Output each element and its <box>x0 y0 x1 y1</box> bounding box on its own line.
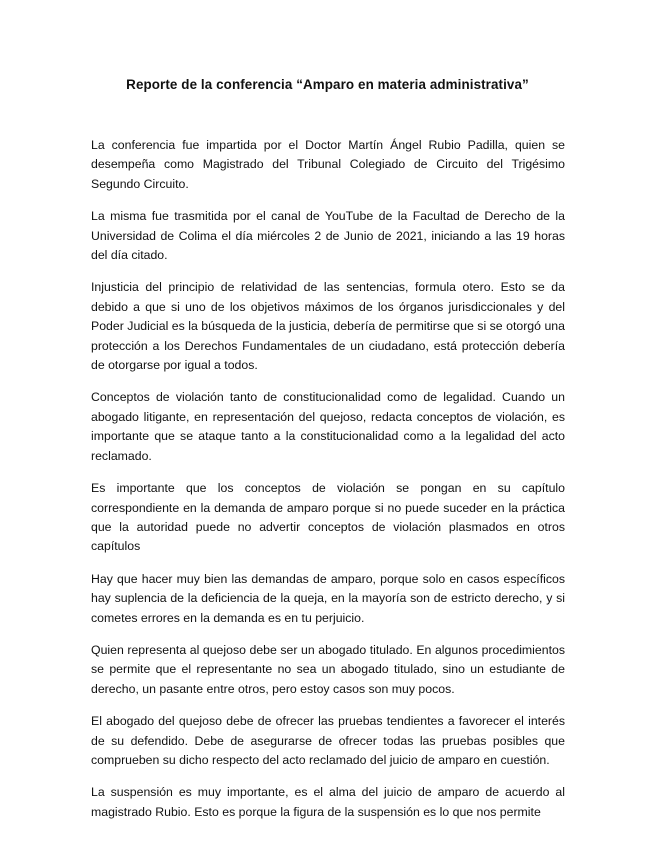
paragraph-evidence: El abogado del quejoso debe de ofrecer las pruebas tendientes a favorecer el interés de su defendido. Debe de asegurarse de ofrecer todas las pruebas posibles que comprueben su dicho respecto del acto reclamado del juicio de amparo en cuestión. <box>91 714 565 767</box>
paragraph-complaint-deficiency: Hay que hacer muy bien las demandas de amparo, porque solo en casos específicos hay suplencia de la deficiencia de la queja, en la mayoría son de estricto derecho, y si cometes errores en la demanda es en tu perjuicio. <box>91 571 565 625</box>
paragraph-broadcast: La misma fue trasmitida por el canal de YouTube de la Facultad de Derecho de la Universidad de Colima el día miércoles 2 de Junio de 2021, iniciando a las 19 horas del día citado. <box>91 209 565 263</box>
paragraph-chapter-placement: Es importante que los conceptos de violación se pongan en su capítulo correspondiente en la demanda de amparo porque si no puede suceder en la práctica que la autoridad puede no advertir conceptos de violación plasmados en otros capítulos <box>91 481 565 554</box>
paragraph-suspension: La suspensión es muy importante, es el alma del juicio de amparo de acuerdo al magistrado Rubio. Esto es porque la figura de la suspensión es lo que nos permite <box>91 785 565 819</box>
paragraph-relativity-principle: Injusticia del principio de relatividad de las sentencias, formula otero. Esto se da debido a que si uno de los objetivos máximos de los órganos jurisdiccionales y del Poder Judicial es la búsqueda de la justicia, debería de permitirse que si se otorgó una protección a los Derechos Fundamentales de un ciudadano, está protección debería de otorgarse por igual a todos. <box>91 280 565 373</box>
document-title: Reporte de la conferencia “Amparo en materia administrativa” <box>126 77 529 92</box>
paragraph-violation-concepts: Conceptos de violación tanto de constitucionalidad como de legalidad. Cuando un abogado litigante, en representación del quejoso, redacta conceptos de violación, es importante que se ataque tanto a la constitucionalidad como a la legalidad del acto reclamado. <box>91 390 565 463</box>
paragraph-speaker: La conferencia fue impartida por el Doctor Martín Ángel Rubio Padilla, quien se desempeña como Magistrado del Tribunal Colegiado de Circuito del Trigésimo Segundo Circuito. <box>91 138 565 191</box>
document-body <box>91 136 565 835</box>
paragraph-titled-lawyer: Quien representa al quejoso debe ser un abogado titulado. En algunos procedimientos se permite que el representante no sea un abogado titulado, sino un estudiante de derecho, un pasante entre otros, pero estoy casos son muy pocos. <box>91 642 565 696</box>
